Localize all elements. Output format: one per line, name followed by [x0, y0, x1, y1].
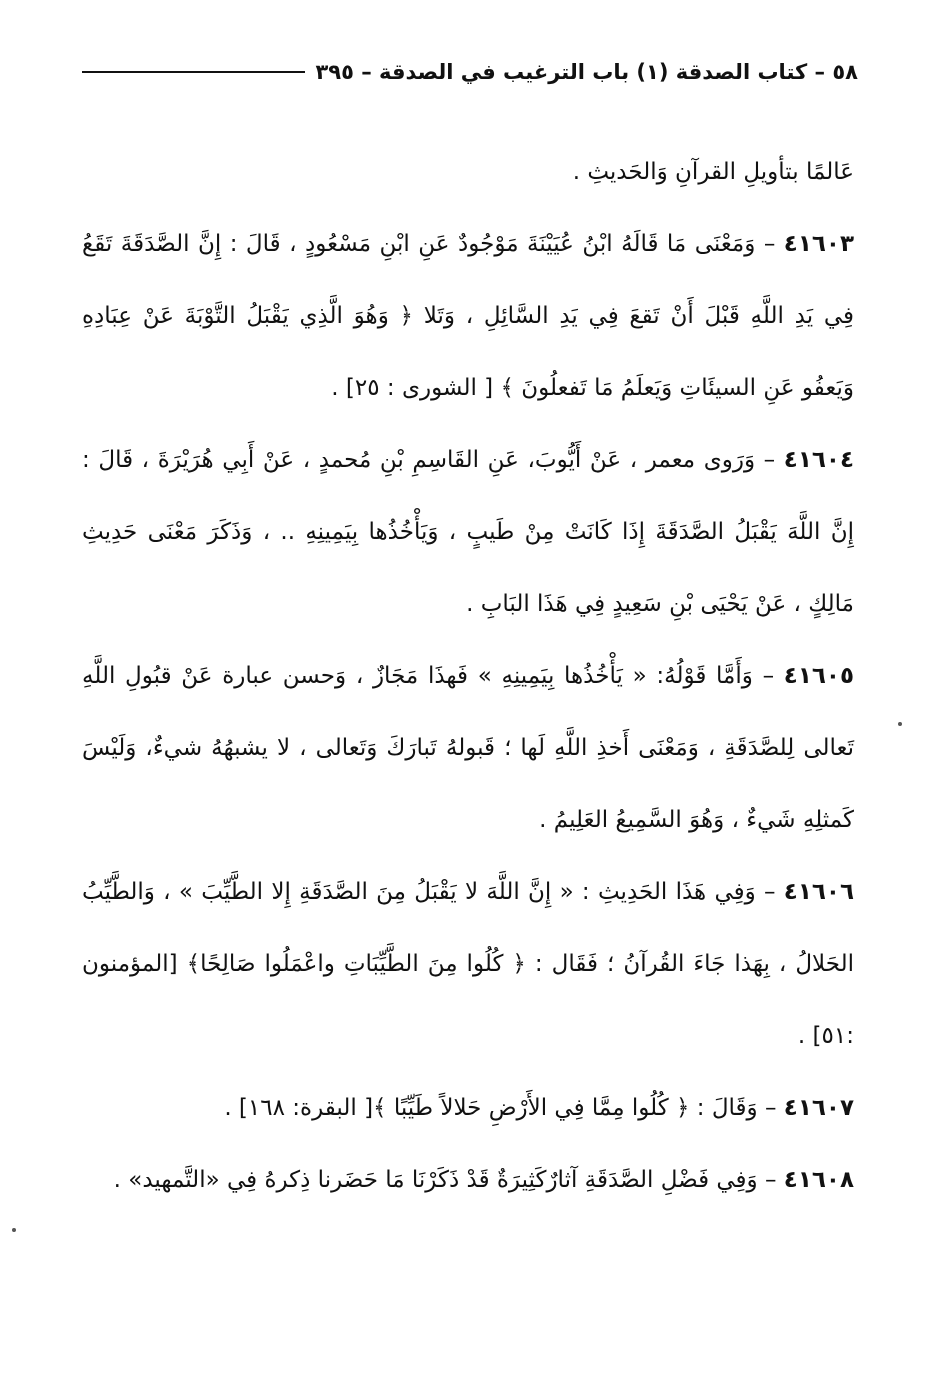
paragraph-4604	[82, 424, 854, 640]
paragraph-number: ٤١٦٠٥	[783, 663, 854, 689]
scan-speck	[898, 722, 902, 726]
paragraph-text: – وَقَالَ : ﴿ كُلُوا مِمَّا فِي الأَرْضِ حَلالاً طَيِّبًا ﴾[ البقرة: ١٦٨] .	[224, 1095, 784, 1121]
paragraph-text: – وَفِي فَضْلِ الصَّدَقَةِ آثارٌكَثِيرَةٌ قَدْ ذَكَرْنَا مَا حَضَرنا ذِكرهُ فِي «التَّمهيد» .	[113, 1167, 784, 1193]
paragraph-text: – وَفِي هَذَا الحَدِيثِ : « إِنَّ اللَّهَ لا يَقْبَلُ مِنَ الصَّدَقَةِ إِلا الطَّيِّبَ » ، وَالطَّيِّبُ الحَلالُ ، بِهَذا جَاءَ القُرآنُ ؛ فَقَال : ﴿ كُلُوا مِنَ الطَّيِّبَاتِ واعْمَلُوا صَالِحًا﴾ [المؤمنون :٥١] .	[82, 879, 854, 1049]
running-head-rule	[82, 71, 305, 73]
paragraph-4603	[82, 208, 854, 424]
paragraph-number: ٤١٦٠٦	[783, 879, 854, 905]
paragraph-4606	[82, 856, 854, 1072]
body-text	[82, 136, 854, 1216]
paragraph-text: – وَرَوى معمر ، عَنْ أَيُّوبَ، عَنِ القَاسِمِ بْنِ مُحمدٍ ، عَنْ أَبِي هُرَيْرَةَ ، قَالَ : إِنَّ اللَّهَ يَقْبَلُ الصَّدَقَةَ إِذَا كَانَتْ مِنْ طَيبٍ ، وَيَأْخُذُها بِيَمِينِهِ .. ، وَذَكَرَ مَعْنَى حَدِيثِ مَالِكٍ ، عَنْ يَحْيَى بْنِ سَعِيدٍ فِي هَذَا البَابِ .	[82, 447, 854, 617]
paragraph-text: – وَمَعْنَى مَا قَالَهُ ابْنُ عُيَيْنَةَ مَوْجُودٌ عَنِ ابْنِ مَسْعُودٍ ، قَالَ : إِنَّ الصَّدَقَةَ تَقَعُ فِي يَدِ اللَّهِ قَبْلَ أَنْ تَقعَ فِي يَدِ السَّائِلِ ، وَتَلا ﴿ وَهُوَ الَّذِي يَقْبَلُ التَّوْبَةَ عَنْ عِبَادِهِ وَيَعفُو عَنِ السيئَاتِ وَيَعلَمُ مَا تَفعلُونَ ﴾ [ الشورى : ٢٥] .	[82, 231, 854, 401]
paragraph-text: عَالمًا بتأويلِ القرآنِ وَالحَديثِ .	[572, 159, 854, 185]
paragraph-4608	[82, 1144, 854, 1216]
running-head	[82, 52, 858, 92]
paragraph-4607	[82, 1072, 854, 1144]
paragraph-number: ٤١٦٠٣	[783, 231, 854, 257]
paragraph-number: ٤١٦٠٧	[783, 1095, 854, 1121]
paragraph-number: ٤١٦٠٤	[783, 447, 854, 473]
paragraph-text: – وَأَمَّا قَوْلُهُ: « يَأْخُذُها بِيَمِينِهِ » فَهذَا مَجَازٌ ، وَحسن عبارة عَنْ قبُولِ اللَّهِ تَعالى لِلصَّدَقَةِ ، وَمَعْنَى أَخذِ اللَّهِ لَها ؛ قَبولهُ تَبارَكَ وَتَعالى ، لا يشبهُهُ شيءٌ، وَلَيْسَ كَمثلِهِ شَيءٌ ، وَهُوَ السَّمِيعُ العَلِيمُ .	[82, 663, 854, 833]
paragraph-4605	[82, 640, 854, 856]
running-head-title: ٥٨ – كتاب الصدقة (١) باب الترغيب في الصدقة – ٣٩٥	[315, 60, 858, 84]
paragraph-number: ٤١٦٠٨	[783, 1167, 854, 1193]
paragraph-continuation	[82, 136, 854, 208]
scan-speck	[12, 1228, 16, 1232]
